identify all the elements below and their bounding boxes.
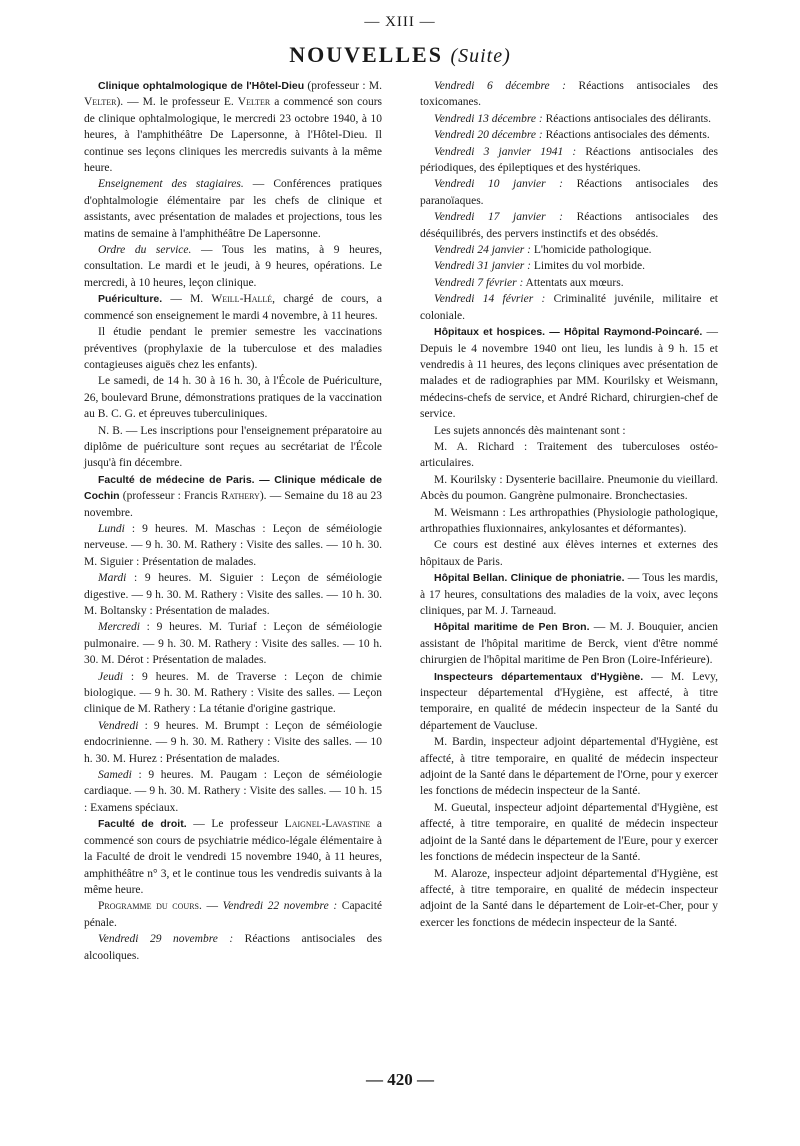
paragraph-sujets: Les sujets annoncés dès maintenant sont :	[434, 424, 626, 437]
lecture-14-fevrier	[420, 291, 718, 324]
left-column	[84, 78, 382, 964]
text-run: L'homicide pathologique.	[530, 244, 652, 257]
section-heading: Inspecteurs départementaux d'Hygiène.	[434, 670, 644, 683]
schedule-vendredi	[84, 718, 382, 767]
text-run: (professeur : Francis	[119, 490, 222, 503]
text-run: : 9 heures. M. Turiaf : Leçon de séméiologie pulmonaire. — 9 h. 30. M. Rathery : Visite des salles. — 10 h. 30. M. Dérot : Présentation de malades.	[84, 621, 382, 667]
paragraph-ordre-service	[84, 242, 382, 291]
text-run: : 9 heures. M. Paugam : Leçon de séméiologie cardiaque. — 9 h. 30. M. Rathery : Visite des salles. — 10 h. 15 : Examens spéciaux.	[84, 769, 382, 814]
text-run: : 9 heures. M. de Traverse : Leçon de chimie biologique. — 9 h. 30. M. Rathery : Visite des salles. — Leçon clinique de M. Rathery : La tétanie d'origine gastrique.	[84, 670, 382, 716]
section-heading: Faculté de droit.	[98, 818, 187, 831]
section-heading: Faculté de médecine de Paris. — Clinique médicale de Cochin	[84, 473, 382, 503]
text-run: — Conférences pratiques d'ophtalmologie élémentaire par les chefs de clinique et assistants, avec présentation de malades et projections, tous les matins de semaine à l'amphithéâtre De Lapersonne.	[84, 178, 382, 240]
paragraph-puericulture	[84, 291, 382, 324]
page-number: — 420 —	[366, 1070, 434, 1089]
date-label: Vendredi 24 janvier :	[434, 244, 531, 257]
date-label: Vendredi 10 janvier :	[434, 178, 564, 191]
day-label: Jeudi	[98, 670, 123, 683]
text-run: — Depuis le 4 novembre 1940 ont lieu, les lundis à 9 h. 15 et vendredis à 11 heures, des leçons cliniques avec présentation de malades et de radiographies par MM. Kourilsky et Weismann, médecins-chefs de service, et André Richard, chirurgien-chef de service.	[420, 326, 718, 421]
date-label: Vendredi 20 décembre :	[434, 129, 543, 142]
person-name: Weill-Hallé	[211, 293, 273, 306]
page-title	[0, 42, 800, 68]
text-run: — M.	[162, 293, 212, 306]
text-run: Capacité pénale.	[84, 900, 383, 929]
text-run: : 9 heures. M. Siguier : Leçon de séméiologie digestive. — 9 h. 30. M. Rathery : Visite des salles. — 10 h. 30. M. Boltansky : Présentation de malades.	[84, 572, 382, 617]
section-heading: Puériculture.	[98, 293, 163, 306]
day-label: Lundi	[98, 522, 125, 535]
folio-roman: — XIII —	[364, 14, 436, 30]
paragraph-programme-cours	[84, 898, 382, 931]
text-run: —	[201, 900, 223, 913]
day-label: Samedi	[98, 769, 132, 782]
text-run: — Tous les mardis, à 17 heures, consultations des maladies de la voix, avec leçons cliniques, par M. J. Tarneaud.	[420, 572, 718, 617]
programme-label: Programme du cours.	[98, 900, 202, 913]
text-run: Criminalité juvénile, militaire et coloniale.	[420, 293, 718, 322]
section-heading: Hôpitaux et hospices. — Hôpital Raymond-Poincaré.	[434, 326, 703, 339]
text-run: Attentats aux mœurs.	[523, 276, 624, 289]
text-run: — M. Levy, inspecteur départemental d'Hygiène, est affecté, à titre temporaire, en qualité de médecin inspecteur de la Santé du département de Vaucluse.	[420, 670, 718, 732]
paragraph-gueutal: M. Gueutal, inspecteur adjoint départemental d'Hygiène, est affecté, à titre temporaire, en qualité de médecin inspecteur adjoint de la Santé dans le département de l'Eure, pour y exercer les fonctions de médecin inspecteur de la Santé.	[420, 801, 718, 864]
text-run: : 9 heures. M. Maschas : Leçon de séméiologie nerveuse. — 9 h. 30. M. Rathery : Visite des salles. — 10 h. 30. M. Siguier : Présentation de malades.	[84, 522, 382, 568]
text-run: (professeur : M.	[304, 80, 382, 92]
schedule-jeudi	[84, 669, 382, 718]
date-label: Vendredi 22 novembre :	[222, 900, 338, 913]
title-text: NOUVELLES	[289, 42, 443, 67]
lecture-24-janvier	[420, 242, 718, 258]
lecture-7-fevrier	[420, 275, 718, 291]
lecture-6-decembre	[420, 78, 718, 111]
lecture-13-decembre	[420, 111, 718, 127]
person-name: Laignel-Lavastine	[284, 818, 371, 831]
text-run: Réactions antisociales des paranoïaques.	[420, 178, 718, 207]
lecture-31-janvier	[420, 258, 718, 274]
paragraph-pen-bron	[420, 619, 718, 668]
text-run: : 9 heures. M. Brumpt : Leçon de séméiologie endocrinienne. — 9 h. 30. M. Rathery : Visite des salles. — 10 h. 30. M. Hurez : Présentation de malades.	[84, 719, 382, 765]
text-run: a commencé son cours de psychiatrie médico-légale élémentaire à la Faculté de droit le vendredi 15 novembre 1940, à 11 heures, amphithéâtre n° 3, et le continue tous les vendredis suivants à la même heure.	[84, 818, 383, 896]
date-label: Vendredi 17 janvier :	[434, 211, 564, 224]
text-run: — M. J. Bouquier, ancien assistant de l'hôpital maritime de Berck, vient d'être nommé chirurgien de l'hôpital maritime de Pen Bron (Loire-Inférieure).	[420, 621, 718, 667]
paragraph-clinique-ophtalmologique	[84, 78, 382, 176]
schedule-samedi	[84, 767, 382, 816]
paragraph-samedi-bcg: Le samedi, de 14 h. 30 à 16 h. 30, à l'École de Puériculture, 26, boulevard Brune, démonstrations pratiques de la vaccination au B. C. G. et épreuves tuberculiniques.	[84, 375, 382, 421]
text-run: Réactions antisociales des périodiques, des épileptiques et des hystériques.	[420, 145, 719, 175]
paragraph-alaroze: M. Alaroze, inspecteur adjoint départemental d'Hygiène, est affecté, à titre temporaire, en qualité de médecin inspecteur adjoint de la Santé dans le département de Loir-et-Cher, pour y exercer les fonctions de médecin inspecteur de la Santé.	[420, 867, 718, 929]
date-label: Vendredi 31 janvier :	[434, 260, 531, 273]
paragraph-hopital-bellan	[420, 570, 718, 619]
section-heading: Clinique ophtalmologique de l'Hôtel-Dieu	[98, 80, 305, 92]
date-label: Vendredi 3 janvier 1941 :	[434, 145, 577, 158]
text-run: — Tous les matins, à 9 heures, consultation. Le mardi et le jeudi, à 9 heures, opérations. Le mercredi, à 10 heures, leçon clinique.	[84, 244, 383, 289]
italic-lead: Enseignement des stagiaires.	[98, 178, 244, 191]
right-column	[420, 78, 718, 931]
title-suite: (Suite)	[450, 45, 511, 67]
paragraph-bardin: M. Bardin, inspecteur adjoint départemental d'Hygiène, est affecté, à titre temporaire, en qualité de médecin inspecteur adjoint de la Santé dans le département de l'Orne, pour y exercer les fonctions de médecin inspecteur de la Santé.	[420, 736, 718, 798]
schedule-mardi	[84, 570, 382, 619]
paragraph-weismann: M. Weismann : Les arthropathies (Physiologie pathologique, arthropathies fluxionnaires, ankylosantes et déformantes).	[420, 506, 718, 535]
paragraph-inspecteurs	[420, 669, 718, 735]
person-name: Velter	[237, 96, 271, 109]
text-run: ). — Semaine du 18 au 23 novembre.	[84, 490, 382, 519]
section-heading: Hôpital maritime de Pen Bron.	[434, 621, 590, 634]
person-name: Rathery	[221, 490, 260, 503]
text-run: ). — M. le professeur E.	[116, 96, 238, 109]
text-run: Réactions antisociales des délirants.	[542, 112, 711, 125]
date-label: Vendredi 29 novembre :	[98, 933, 234, 946]
person-name: Velter	[84, 96, 117, 109]
date-label: Vendredi 14 février :	[434, 293, 546, 306]
date-label: Vendredi 13 décembre :	[434, 112, 543, 125]
date-label: Vendredi 6 décembre :	[434, 80, 566, 92]
lecture-20-decembre	[420, 127, 718, 143]
paragraph-richard: M. A. Richard : Traitement des tuberculoses ostéo-articulaires.	[420, 440, 718, 470]
day-label: Vendredi	[98, 719, 139, 732]
text-run: — Le professeur	[186, 818, 285, 831]
paragraph-nb-inscriptions: N. B. — Les inscriptions pour l'enseignement préparatoire au diplôme de puériculture sont reçues au secrétariat de l'École jusqu'à fin décembre.	[84, 424, 382, 470]
day-label: Mardi	[98, 572, 127, 585]
paragraph-vaccinations: Il étudie pendant le premier semestre les vaccinations préventives (prophylaxie de la tuberculose et des maladies contagieuses aiguës chez les enfants).	[84, 326, 382, 371]
paragraph-faculte-droit	[84, 816, 382, 898]
paragraph-faculte-medecine	[84, 472, 382, 521]
paragraph-hopital-raymond-poincare	[420, 324, 718, 422]
paragraph-stagiaires	[84, 176, 382, 242]
text-run: Limites du vol morbide.	[530, 260, 646, 273]
text-run: a commencé son cours de clinique ophtalmologique, le mercredi 23 octobre 1940, à 10 heures, à l'amphithéâtre De Lapersonne, à l'Hôtel-Dieu. Il continue ses leçons cliniques les mercredis suivants à la même heure.	[84, 96, 383, 175]
paragraph-cours-destine: Ce cours est destiné aux élèves internes et externes des hôpitaux de Paris.	[420, 539, 718, 568]
schedule-mercredi	[84, 619, 382, 668]
date-label: Vendredi 7 février :	[434, 276, 524, 289]
paragraph-29-novembre	[84, 931, 382, 964]
schedule-lundi	[84, 521, 382, 570]
text-run: Réactions antisociales des alcooliques.	[84, 933, 382, 962]
lecture-10-janvier	[420, 176, 718, 209]
section-heading: Hôpital Bellan. Clinique de phoniatrie.	[434, 572, 625, 585]
italic-lead: Ordre du service.	[98, 244, 192, 257]
paragraph-kourilsky: M. Kourilsky : Dysenterie bacillaire. Pneumonie du vieillard. Abcès du poumon. Gangrène pulmonaire. Bronchectasies.	[420, 473, 718, 503]
text-run: Réactions antisociales des déments.	[542, 129, 710, 142]
day-label: Mercredi	[98, 621, 140, 634]
text-run: Réactions antisociales des toxicomanes.	[420, 80, 718, 109]
lecture-17-janvier	[420, 209, 718, 242]
text-run: Réactions antisociales des déséquilibrés, des pervers instinctifs et des obsédés.	[420, 211, 718, 240]
text-run: , chargé de cours, a commencé son enseignement le mardi 4 novembre, à 11 heures.	[84, 293, 382, 322]
lecture-3-janvier	[420, 144, 718, 177]
